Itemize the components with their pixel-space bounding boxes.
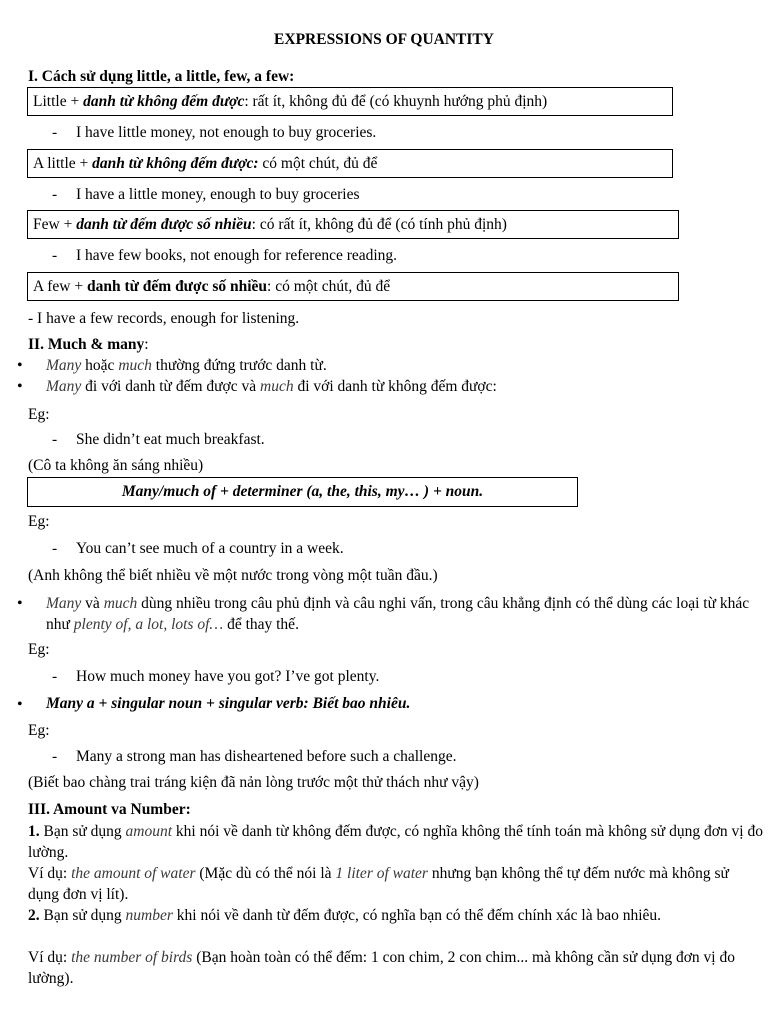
paragraph-text: Ví dụ: <box>28 949 72 966</box>
bullet-icon: • <box>17 378 23 395</box>
eg-label: Eg: <box>28 722 50 739</box>
example-line: - Many a strong man has disheartened before such a challenge. <box>52 748 457 765</box>
paragraph-text: nhưng bạn không thể tự đếm nước mà không sử dụng đơn vị lít). <box>28 865 729 903</box>
section2-heading <box>28 335 149 355</box>
term-much: much <box>118 357 152 374</box>
paragraph-text: Bạn sử dụng <box>39 823 126 840</box>
example-text: I have a little money, enough to buy groceries <box>76 186 360 203</box>
rule-term: danh từ đếm được số nhiều <box>76 216 252 233</box>
formula-box <box>27 477 578 507</box>
bullet-item: Many a + singular noun + singular verb: Biết bao nhiêu. <box>46 695 411 712</box>
bullet-item <box>46 593 761 635</box>
paragraph-number: 2. <box>28 907 40 924</box>
bullet-text: đi với danh từ không đếm được: <box>293 378 497 395</box>
bullet-icon: • <box>17 696 23 713</box>
example-line: - How much money have you got? I’ve got plenty. <box>52 668 380 685</box>
rule-head: A few + <box>33 278 87 295</box>
example-phrase: the number of birds <box>71 949 193 966</box>
formula-text: Many/much of + determiner (a, the, this, my… ) + noun. <box>121 483 484 500</box>
rule-head: Little + <box>33 93 84 110</box>
section3-heading: III. Amount va Number: <box>28 801 191 818</box>
example-phrase: 1 liter of water <box>335 865 428 882</box>
term-amount: amount <box>125 823 173 840</box>
rule-term: danh từ đếm được số nhiều <box>86 278 268 295</box>
example-phrase: the amount of water <box>71 865 196 882</box>
rule-term: danh từ không đếm được: <box>92 155 259 172</box>
translation-line: (Biết bao chàng trai tráng kiện đã nản lòng trước một thử thách như vậy) <box>28 774 479 791</box>
example-text: I have a few records, enough for listening. <box>37 310 300 327</box>
paragraph-text: Bạn sử dụng <box>39 907 126 924</box>
example-line: - She didn’t eat much breakfast. <box>52 431 265 448</box>
alternatives-text: plenty of, a lot, lots of… <box>73 616 224 633</box>
bullet-text: hoặc <box>81 357 119 374</box>
paragraph-number: 1. <box>28 823 40 840</box>
section1-heading: I. Cách sử dụng little, a little, few, a few: <box>28 68 295 85</box>
paragraph-text: khi nói về danh từ đếm được, có nghĩa bạn có thể đếm chính xác là bao nhiêu. <box>172 907 662 924</box>
example-text: I have little money, not enough to buy groceries. <box>76 124 377 141</box>
translation-line: (Anh không thể biết nhiều về một nước trong vòng một tuần đầu.) <box>28 567 438 584</box>
bullet-item <box>46 356 327 376</box>
rule-desc: có một chút, đủ để <box>258 155 378 172</box>
bullet-item <box>46 377 497 397</box>
paragraph-text: (Mặc dù có thể nói là <box>195 865 336 882</box>
bullet-text: để thay thế. <box>223 616 299 633</box>
rule-box-little <box>27 87 673 116</box>
paragraph-text: (Bạn hoàn toàn có thể đếm: 1 con chim, 2 con chim... mà không cần sử dụng đơn vị đo lường). <box>28 949 735 987</box>
term-many: Many <box>46 357 82 374</box>
paragraph <box>28 863 763 905</box>
rule-box-few <box>27 210 679 239</box>
paragraph-text: khi nói về danh từ không đếm được, có nghĩa không thể tính toán mà không sử dụng đơn vị đo lường. <box>28 823 763 861</box>
page-title: EXPRESSIONS OF QUANTITY <box>274 31 494 48</box>
bullet-text: dùng nhiều trong câu phủ định và câu nghi vấn, trong câu khẳng định có thể dùng các loại từ khác như <box>46 595 750 633</box>
rule-head: Few + <box>33 216 77 233</box>
rule-desc: : có rất ít, không đủ để (có tính phủ định) <box>251 216 507 233</box>
example-text: Many a strong man has disheartened before such a challenge. <box>76 748 457 765</box>
section2-heading-colon: : <box>144 336 149 353</box>
paragraph-text: Ví dụ: <box>28 865 72 882</box>
example-text: You can’t see much of a country in a week. <box>76 540 344 557</box>
eg-label: Eg: <box>28 406 50 423</box>
rule-desc: : rất ít, không đủ để (có khuynh hướng phủ định) <box>244 93 548 110</box>
bullet-icon: • <box>17 595 23 612</box>
term-many: Many <box>46 595 82 612</box>
example-line: - I have little money, not enough to buy groceries. <box>52 124 377 141</box>
example-text: She didn’t eat much breakfast. <box>76 431 265 448</box>
bullet-text: và <box>81 595 104 612</box>
term-many: Many <box>46 378 82 395</box>
term-much: much <box>260 378 294 395</box>
term-much: much <box>103 595 138 612</box>
eg-label: Eg: <box>28 641 50 658</box>
example-text: How much money have you got? I’ve got plenty. <box>76 668 380 685</box>
paragraph <box>28 905 763 926</box>
rule-head: A little + <box>33 155 93 172</box>
example-line: - I have a few records, enough for listening. <box>28 310 300 327</box>
term-number: number <box>125 907 173 924</box>
example-line: - I have few books, not enough for reference reading. <box>52 247 398 264</box>
bullet-text: thường đứng trước danh từ. <box>151 357 327 374</box>
bullet-icon: • <box>17 357 23 374</box>
rule-box-a-little <box>27 149 673 178</box>
rule-term: danh từ không đếm được <box>83 93 245 110</box>
paragraph <box>28 821 763 863</box>
section2-heading-text: II. Much & many <box>28 336 145 353</box>
paragraph <box>28 947 763 989</box>
translation-line: (Cô ta không ăn sáng nhiều) <box>28 457 204 474</box>
eg-label: Eg: <box>28 513 50 530</box>
bullet-text: đi với danh từ đếm được và <box>81 378 260 395</box>
example-text: I have few books, not enough for reference reading. <box>76 247 398 264</box>
rule-desc: : có một chút, đủ để <box>267 278 391 295</box>
rule-box-a-few <box>27 272 679 301</box>
example-line: - I have a little money, enough to buy groceries <box>52 186 360 203</box>
example-line: - You can’t see much of a country in a week. <box>52 540 344 557</box>
